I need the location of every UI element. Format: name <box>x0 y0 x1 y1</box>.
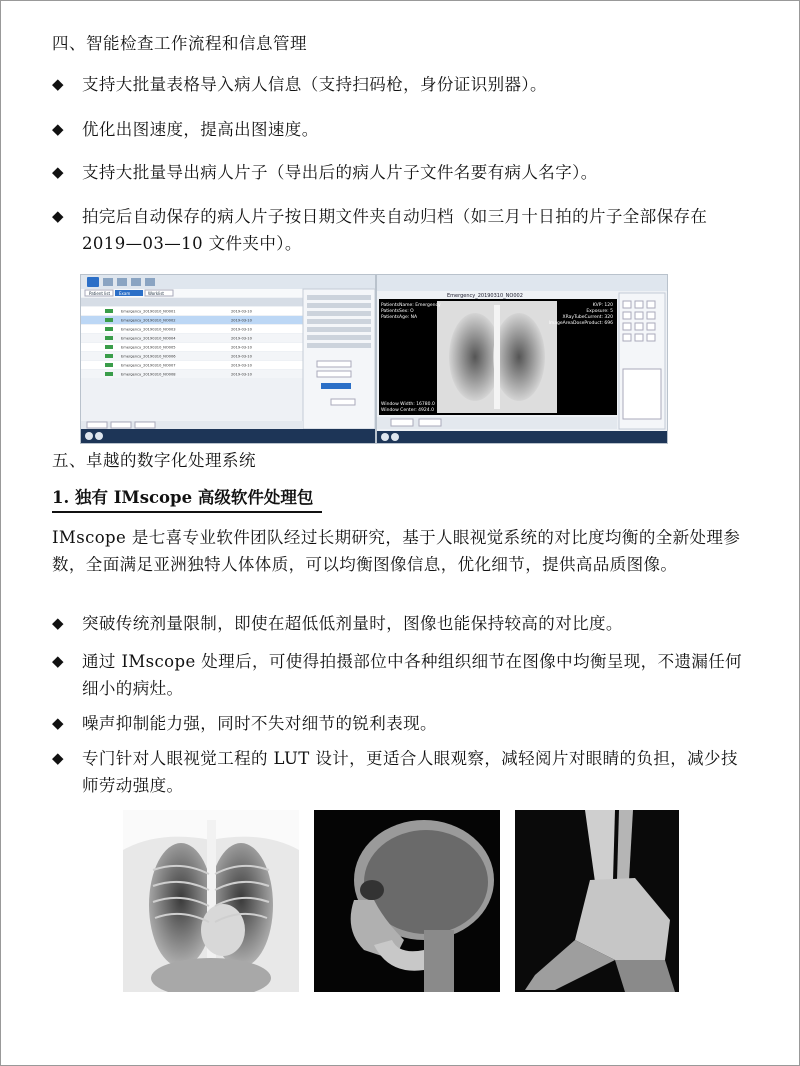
table-row[interactable] <box>81 370 303 378</box>
section4-heading: 四、智能检查工作流程和信息管理 <box>52 34 307 53</box>
bullet-item <box>52 203 752 257</box>
table-row[interactable] <box>81 307 303 315</box>
overlay-bottom-line: Window Center: 4924.0 <box>381 408 434 413</box>
table-row[interactable] <box>81 334 303 342</box>
diamond-bullet-icon: ◆ <box>52 749 64 767</box>
image-viewer-screenshot <box>376 274 668 444</box>
status-badge <box>105 336 113 340</box>
diamond-bullet-icon: ◆ <box>52 207 64 225</box>
status-badge <box>105 354 113 358</box>
row-date: 2019-03-10 <box>231 327 252 332</box>
row-name: Emergency_20190310_NO006 <box>121 354 176 359</box>
diamond-bullet-icon: ◆ <box>52 163 64 181</box>
tab-patient-list: Patient list <box>89 291 111 296</box>
skull-xray-image <box>314 810 500 992</box>
overlay-right-line: Exposure: 5 <box>586 309 613 314</box>
row-date: 2019-03-10 <box>231 336 252 341</box>
status-badge <box>105 309 113 313</box>
status-badge <box>105 318 113 322</box>
bullet-text: 噪声抑制能力强，同时不失对细节的锐利表现。 <box>82 714 437 733</box>
overlay-left-line: PatientsSex: O <box>381 309 414 314</box>
table-row[interactable] <box>81 343 303 351</box>
imscope-paragraph: IMscope 是七喜专业软件团队经过长期研究，基于人眼视觉系统的对比度均衡的全新处理参数，全面满足亚洲独特人体体质，可以均衡图像信息，优化细节，提供高品质图像。 <box>52 528 741 574</box>
overlay-left-line: PatientsName: Emergency <box>381 303 441 308</box>
diamond-bullet-icon: ◆ <box>52 614 64 632</box>
row-date: 2019-03-10 <box>231 354 252 359</box>
bullet-item <box>52 71 752 98</box>
row-date: 2019-03-10 <box>231 318 252 323</box>
bullet-text: 支持大批量导出病人片子（导出后的病人片子文件名要有病人名字）。 <box>82 163 598 182</box>
row-date: 2019-03-10 <box>231 372 252 377</box>
table-row[interactable] <box>81 352 303 360</box>
status-badge <box>105 345 113 349</box>
status-badge <box>105 372 113 376</box>
row-date: 2019-03-10 <box>231 363 252 368</box>
subsection-heading: 1. 独有 IMscope 高级软件处理包 <box>52 484 322 513</box>
bullet-item <box>52 648 752 702</box>
row-name: Emergency_20190310_NO003 <box>121 327 176 332</box>
table-row[interactable] <box>81 316 303 324</box>
bullet-text: 拍完后自动保存的病人片子按日期文件夹自动归档（如三月十日拍的片子全部保存在 2019—03—10 文件夹中）。 <box>82 207 708 253</box>
viewer-title: Emergency_20190310_NO002 <box>447 293 523 299</box>
overlay-right-line: XRayTubeCurrent: 320 <box>562 315 613 320</box>
bullet-item <box>52 116 752 143</box>
section5-heading: 五、卓越的数字化处理系统 <box>52 451 256 470</box>
bullet-item <box>52 745 752 799</box>
row-name: Emergency_20190310_NO004 <box>121 336 176 341</box>
status-badge <box>105 363 113 367</box>
table-row[interactable] <box>81 325 303 333</box>
row-date: 2019-03-10 <box>231 345 252 350</box>
row-name: Emergency_20190310_NO007 <box>121 363 176 368</box>
overlay-bottom-line: Window Width: 16780.0 <box>381 402 435 407</box>
tab-exam: Exam <box>119 291 131 296</box>
patient-list-screenshot <box>80 274 376 444</box>
row-name: Emergency_20190310_NO001 <box>121 309 176 314</box>
status-badge <box>105 327 113 331</box>
tab-worklist: Worklist <box>148 291 165 296</box>
bullet-text: 优化出图速度，提高出图速度。 <box>82 120 319 139</box>
bullet-text: 通过 IMscope 处理后，可使得拍摄部位中各种组织细节在图像中均衡呈现，不遗漏任何细小的病灶。 <box>82 652 743 698</box>
bullet-item <box>52 610 752 637</box>
overlay-right-line: KVP: 120 <box>592 303 613 308</box>
bullet-text: 专门针对人眼视觉工程的 LUT 设计，更适合人眼观察，减轻阅片对眼睛的负担，减少技师劳动强度。 <box>82 749 738 795</box>
row-name: Emergency_20190310_NO005 <box>121 345 176 350</box>
row-name: Emergency_20190310_NO002 <box>121 318 176 323</box>
foot-xray-image <box>515 810 679 992</box>
bullet-item <box>52 710 752 737</box>
overlay-left-line: PatientsAge: NA <box>381 315 418 320</box>
bullet-item <box>52 159 752 186</box>
diamond-bullet-icon: ◆ <box>52 75 64 93</box>
row-name: Emergency_20190310_NO008 <box>121 372 176 377</box>
diamond-bullet-icon: ◆ <box>52 120 64 138</box>
table-row[interactable] <box>81 361 303 369</box>
overlay-right-line: ImageAreaDoseProduct: 696 <box>548 321 613 326</box>
row-date: 2019-03-10 <box>231 309 252 314</box>
chest-xray-image <box>123 810 299 992</box>
bullet-text: 支持大批量表格导入病人信息（支持扫码枪，身份证识别器）。 <box>82 75 547 94</box>
bullet-text: 突破传统剂量限制，即使在超低低剂量时，图像也能保持较高的对比度。 <box>82 614 623 633</box>
diamond-bullet-icon: ◆ <box>52 714 64 732</box>
diamond-bullet-icon: ◆ <box>52 652 64 670</box>
